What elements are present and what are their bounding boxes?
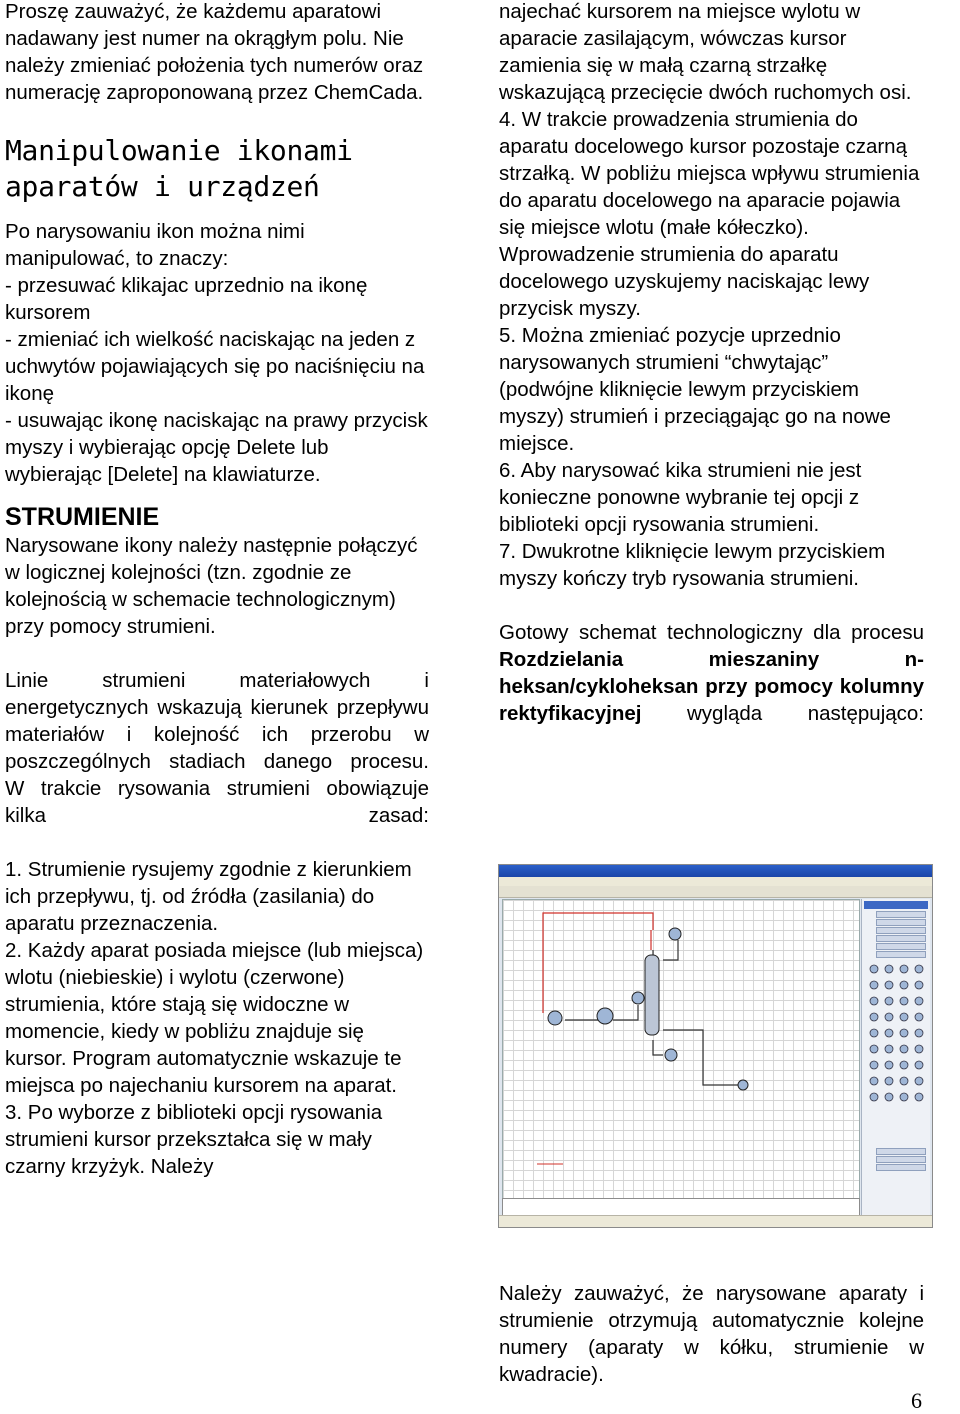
rule-item: 3. Po wyborze z biblioteki opcji rysowania strumieni kursor przekształca się w mały czarny krzyżyk. Należy: [5, 1101, 383, 1178]
numbering-note: Należy zauważyć, że narysowane aparaty i strumienie otrzymują automatycznie kolejne numery (aparaty w kółku, strumienie w kwadracie).: [499, 1282, 924, 1386]
manipulation-line: - usuwając ikonę naciskając na prawy przycisk myszy i wybierając opcję Delete lub wybierając [Delete] na klawiaturze.: [5, 409, 428, 486]
schema-paragraph: [499, 619, 924, 727]
library-panel: [861, 899, 930, 1217]
lines-text: Linie strumieni materiałowych i energetycznych wskazują kierunek przepływu materiałów i kolejność ich przerobu w poszczególnych stadiach danego procesu.: [5, 669, 429, 773]
library-icon-grid: [862, 959, 930, 1139]
library-button[interactable]: [876, 943, 926, 950]
rules-list: [5, 856, 429, 1180]
schema-bold: Rozdzielania mieszaniny n-heksan/cykloheksan przy pomocy kolumny rektyfikacyjnej: [499, 648, 924, 725]
message-box: [502, 1198, 860, 1216]
library-button[interactable]: [876, 935, 926, 942]
condenser-icon: [669, 928, 681, 940]
schema-end: wygląda następująco:: [687, 702, 924, 725]
library-button[interactable]: [876, 1148, 926, 1155]
lines-text: W trakcie rysowania strumieni obowiązuje kilka zasad:: [5, 777, 429, 827]
library-button[interactable]: [876, 919, 926, 926]
column-icon: [645, 955, 659, 1035]
rule-item: najechać kursorem na miejsce wylotu w aparacie zasilającym, wówczas kursor zamienia się w małą czarną strzałkę wskazującą przecięcie dwóch ruchomych osi.: [499, 0, 912, 104]
pump-icon: [548, 1011, 562, 1025]
flowsheet-diagram: [503, 900, 859, 1199]
library-panel-header: [864, 901, 928, 909]
schema-intro: Gotowy schemat technologiczny dla procesu: [499, 621, 924, 644]
manipulation-line: - przesuwać klikajac uprzednio na ikonę kursorem: [5, 274, 368, 324]
left-column: [5, 0, 429, 1180]
library-button[interactable]: [876, 911, 926, 918]
flowsheet-canvas: [502, 899, 860, 1200]
rule-item: 2. Każdy aparat posiada miejsce (lub miejsca) wlotu (niebieskie) i wylotu (czerwone) strumienia, które stają się widoczne w momencie, kiedy w pobliżu znajduje się kursor. Program automatycznie wskazuje te miejsca po najechaniu kursorem na aparat.: [5, 939, 424, 1097]
heading-streams: STRUMIENIE: [5, 503, 160, 531]
manipulation-line: - zmieniać ich wielkość naciskając na jeden z uchwytów pojawiających się po naciśnięciu na ikonę: [5, 328, 425, 405]
screenshot-toolbar: [499, 886, 932, 898]
screenshot-statusbar: [499, 1215, 932, 1227]
rule-item: 5. Można zmieniać pozycje uprzednio narysowanych strumieni “chwytając” (podwójne kliknięcie lewym przyciskiem myszy) strumień i przeciągając go na nowe miejsce.: [499, 324, 891, 455]
rule-item: 1. Strumienie rysujemy zgodnie z kierunkiem ich przepływu, tj. od źródła (zasilania) do aparatu przeznaczenia.: [5, 858, 412, 935]
library-button[interactable]: [876, 1164, 926, 1171]
rule-item: 4. W trakcie prowadzenia strumienia do aparatu docelowego kursor pozostaje czarną strzałką. W pobliżu miejsca wpływu strumienia do aparatu docelowego na aparacie pojawia się miejsce wlotu (małe kółeczko). Wprowadzenie strumienia do aparatu docelowego uzyskujemy naciskając lewy przycisk myszy.: [499, 108, 920, 320]
library-button[interactable]: [876, 927, 926, 934]
lines-paragraph: [5, 667, 429, 829]
manipulation-list: [5, 218, 429, 488]
valve-icon: [597, 1008, 613, 1024]
library-button[interactable]: [876, 1156, 926, 1163]
exchanger-icon: [632, 992, 644, 1004]
chemcad-screenshot: [498, 864, 933, 1228]
screenshot-menubar: [499, 877, 932, 886]
rule-item: 6. Aby narysować kika strumieni nie jest konieczne ponowne wybranie tej opcji z biblioteki opcji rysowania strumieni.: [499, 459, 862, 536]
product-icon: [738, 1080, 748, 1090]
rule-item: 7. Dwukrotne kliknięcie lewym przyciskiem myszy kończy tryb rysowania strumieni.: [499, 540, 886, 590]
screenshot-titlebar: [499, 865, 932, 877]
page-number: 6: [911, 1388, 922, 1413]
heading-manipulating-icons: Manipulowanie ikonami aparatów i urządzeń: [5, 134, 353, 203]
rules-continued: [499, 0, 924, 592]
intro-paragraph: Proszę zauważyć, że każdemu aparatowi nadawany jest numer na okrągłym polu. Nie należy zmieniać położenia tych numerów oraz numerację zaproponowaną przez ChemCada.: [5, 0, 424, 104]
manipulation-line: Po narysowaniu ikon można nimi manipulować, to znaczy:: [5, 220, 305, 270]
library-button[interactable]: [876, 951, 926, 958]
right-column: [499, 0, 924, 727]
reboiler-icon: [665, 1049, 677, 1061]
streams-paragraph: Narysowane ikony należy następnie połączyć w logicznej kolejności (tzn. zgodnie ze kolejnością w schemacie technologicznym) przy pomocy strumieni.: [5, 534, 418, 638]
